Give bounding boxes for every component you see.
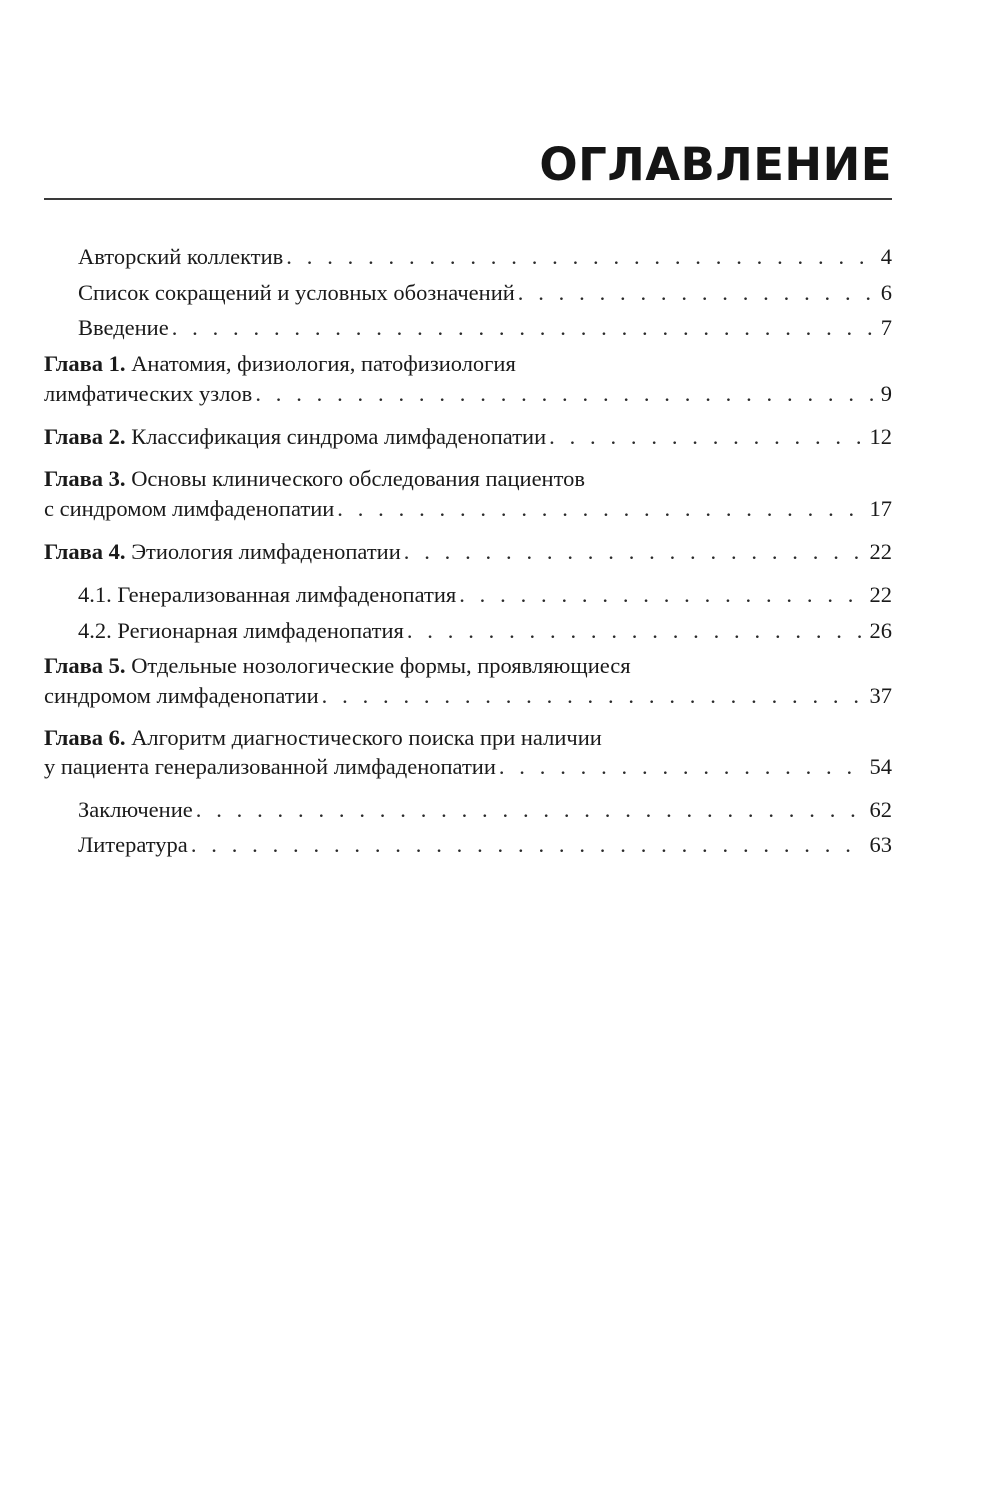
chapter-title-line2: у пациента генерализованной лимфаденопатии (44, 754, 496, 779)
table-of-contents (44, 0, 892, 900)
toc-entry-conclusion[interactable] (78, 795, 892, 825)
chapter-prefix: Глава 4. (44, 539, 126, 564)
toc-page-number: 12 (869, 424, 892, 449)
page-title: ОГЛАВЛЕНИЕ (539, 138, 892, 191)
toc-entry-abbreviations[interactable] (78, 278, 892, 308)
toc-page-number: 7 (880, 315, 892, 340)
toc-entry-label: Авторский коллектив (78, 244, 284, 269)
dot-leader (191, 830, 867, 860)
section-title: 4.1. Генерализованная лимфаденопатия (78, 582, 457, 607)
chapter-title-line2: лимфатических узлов (44, 381, 253, 406)
chapter-title-line2: с синдромом лимфаденопатии (44, 496, 335, 521)
chapter-title-line1: Основы клинического обследования пациентов (125, 466, 586, 491)
toc-chapter-3-title[interactable] (44, 464, 585, 494)
toc-entry-label: Список сокращений и условных обозначений (78, 280, 515, 305)
toc-page-number: 22 (869, 582, 892, 607)
chapter-title-line1: Алгоритм диагностического поиска при наличии (125, 725, 602, 750)
dot-leader (172, 313, 878, 343)
chapter-title-line2: синдромом лимфаденопатии (44, 683, 319, 708)
toc-chapter-1-title[interactable] (44, 349, 516, 379)
toc-chapter-5-title[interactable] (44, 651, 631, 681)
toc-page-number: 37 (869, 683, 892, 708)
section-title: 4.2. Регионарная лимфаденопатия (78, 618, 404, 643)
chapter-title-line1: Анатомия, физиология, патофизиология (125, 351, 516, 376)
toc-section-4-1[interactable] (78, 580, 892, 610)
toc-page-number: 63 (869, 832, 892, 857)
dot-leader (286, 242, 877, 272)
dot-leader (255, 379, 877, 409)
toc-page-number: 62 (869, 797, 892, 822)
toc-section-4-2[interactable] (78, 616, 892, 646)
dot-leader (322, 681, 867, 711)
toc-entry-label: Заключение (78, 797, 193, 822)
chapter-prefix: Глава 6. (44, 725, 126, 750)
chapter-title: Этиология лимфаденопатии (125, 539, 401, 564)
dot-leader (337, 494, 866, 524)
toc-page-number: 22 (869, 539, 892, 564)
toc-chapter-6[interactable] (44, 752, 892, 782)
toc-page-number: 6 (880, 280, 892, 305)
toc-page-number: 17 (869, 496, 892, 521)
toc-page-number: 4 (880, 244, 892, 269)
chapter-prefix: Глава 3. (44, 466, 126, 491)
toc-page-number: 54 (869, 754, 892, 779)
dot-leader (518, 278, 878, 308)
toc-chapter-6-title[interactable] (44, 723, 602, 753)
dot-leader (404, 537, 867, 567)
toc-entry-literature[interactable] (78, 830, 892, 860)
toc-entry-introduction[interactable] (78, 313, 892, 343)
dot-leader (407, 616, 867, 646)
chapter-prefix: Глава 2. (44, 424, 126, 449)
dot-leader (459, 580, 866, 610)
toc-entry-label: Литература (78, 832, 188, 857)
toc-chapter-4[interactable] (44, 537, 892, 567)
toc-page-number: 26 (869, 618, 892, 643)
dot-leader (499, 752, 867, 782)
toc-page-number: 9 (880, 381, 892, 406)
toc-entry-authors[interactable] (78, 242, 892, 272)
chapter-title-line1: Отдельные нозологические формы, проявляющиеся (125, 653, 631, 678)
chapter-title: Классификация синдрома лимфаденопатии (125, 424, 547, 449)
toc-chapter-3[interactable] (44, 494, 892, 524)
chapter-prefix: Глава 1. (44, 351, 126, 376)
toc-entry-label: Введение (78, 315, 169, 340)
toc-chapter-2[interactable] (44, 422, 892, 452)
dot-leader (196, 795, 867, 825)
toc-chapter-5[interactable] (44, 681, 892, 711)
toc-chapter-1[interactable] (44, 379, 892, 409)
chapter-prefix: Глава 5. (44, 653, 126, 678)
dot-leader (549, 422, 866, 452)
